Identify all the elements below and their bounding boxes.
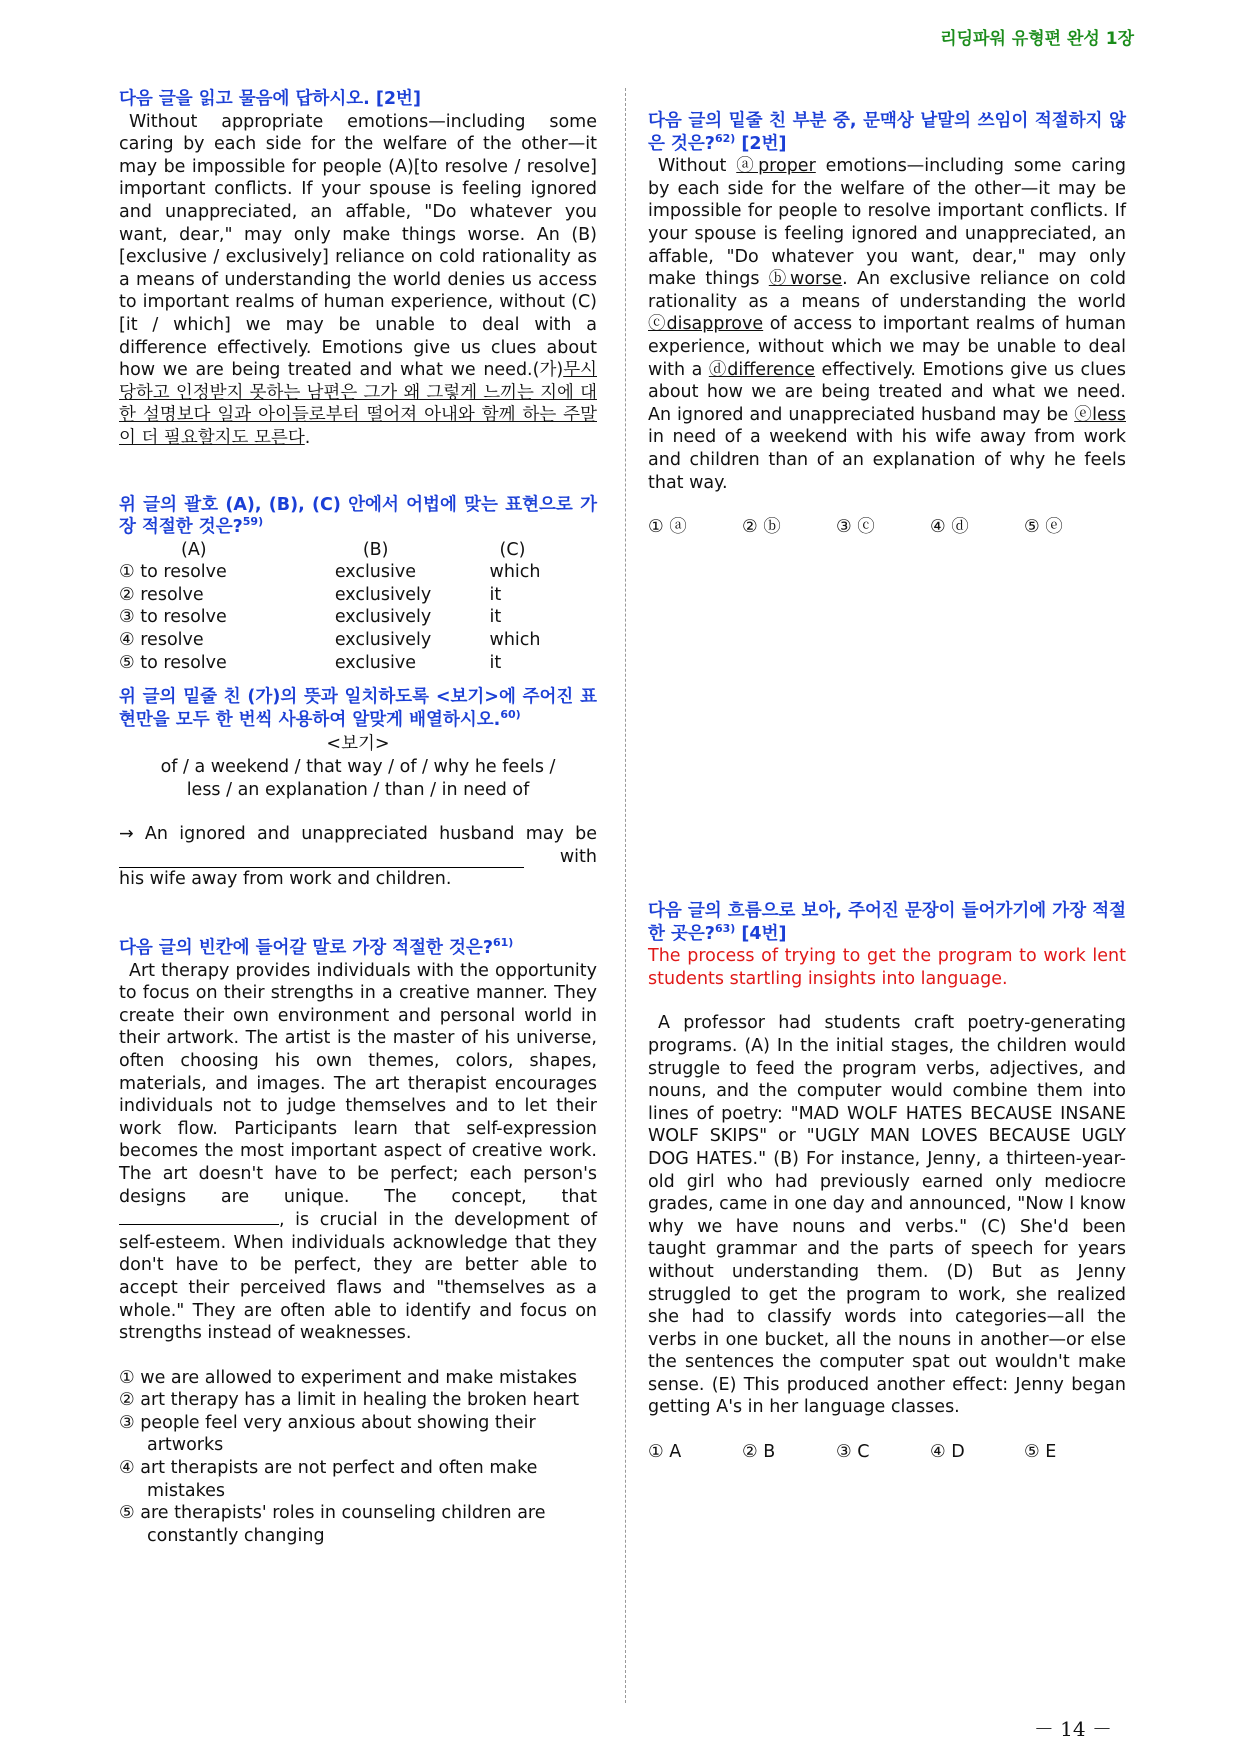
q1-passage: [119, 111, 597, 450]
q61-option-3[interactable]: ③ people feel very anxious about showing their artworks: [119, 1412, 536, 1456]
q62-text-1: Without: [658, 156, 737, 177]
q63-prompt-text: 다음 글의 흐름으로 보아, 주어진 문장이 들어가기에 가장 적절한 곳은?: [648, 901, 1127, 944]
q62-text-3: . An exclusive reliance on cold rationality as a means of understanding the world: [648, 269, 1127, 312]
q59-options-table: [119, 539, 597, 675]
q1-ga-marker: (가): [532, 360, 564, 381]
q61-passage: [119, 960, 597, 1345]
q62-text-4: of access to important realms of human experience, without which we may be unable to deal with a: [648, 314, 1127, 380]
q1-instruction: 다음 글을 읽고 물음에 답하시오. [2번]: [119, 89, 421, 109]
q59-option-2-a[interactable]: ② resolve: [119, 584, 204, 605]
q59-option-row[interactable]: [119, 629, 597, 652]
page-header-title: 리딩파워 유형편 완성 1장: [940, 29, 1134, 49]
q62-option-2[interactable]: ② ⓑ: [742, 517, 781, 538]
q59-option-2-c: it: [489, 584, 502, 605]
q59-option-4-a[interactable]: ④ resolve: [119, 630, 204, 651]
q59-option-5-c: it: [489, 652, 502, 673]
q61-passage-part-2: , is crucial in the development of self-esteem. When individuals acknowledge that they don't have to be perfect, they are better able to accept their perceived flaws and "themselves as a whole." They are often able to identify and focus on strengths instead of weaknesses.: [119, 1210, 597, 1344]
q62-text-5: effectively. Emotions give us clues about how we are being treated and what we need. An ignored and unappreciated husband may be: [648, 359, 1126, 425]
q62-prompt: [648, 110, 1126, 155]
q61-option-1[interactable]: ① we are allowed to experiment and make mistakes: [119, 1367, 577, 1388]
q61-option-2[interactable]: ② art therapy has a limit in healing the broken heart: [119, 1390, 580, 1411]
page-number: － 14 －: [1033, 1717, 1112, 1741]
q63-block: [648, 900, 1126, 1464]
q59-option-1-c: which: [489, 562, 541, 583]
q59-option-row[interactable]: [119, 584, 597, 607]
q59-option-row[interactable]: [119, 652, 597, 675]
q62-tag: [2번]: [735, 133, 787, 154]
q59-option-row[interactable]: [119, 606, 597, 629]
q61-blank[interactable]: [119, 1208, 279, 1225]
q59-option-4-c: which: [489, 630, 541, 651]
q63-option-3[interactable]: ③ C: [836, 1442, 870, 1463]
q59-header-b: (B): [362, 539, 389, 560]
q62-text-2: emotions—including some caring by each side for the welfare of the other—it may be impossible for people to resolve important conflicts. If your spouse is feeling ignored and unappreciated, an affable, "Do whatever you want, dear," may only make things: [648, 156, 1126, 290]
q60-bogi-line-1: of / a weekend / that way / of / why he feels /: [160, 757, 556, 778]
q59-option-3-c: it: [489, 607, 502, 628]
q62-option-5[interactable]: ⑤ ⓔ: [1024, 517, 1063, 538]
q59-header-c: (C): [499, 539, 526, 560]
q1-period: .: [304, 427, 311, 448]
q59-option-5-b: exclusive: [334, 652, 416, 673]
right-column: [648, 110, 1127, 1463]
q61-option-4[interactable]: ④ art therapists are not perfect and often make mistakes: [119, 1458, 538, 1501]
q62-option-3[interactable]: ③ ⓒ: [836, 517, 875, 538]
q1-underlined-korean: 무시당하고 인정받지 못하는 남편은 그가 왜 그렇게 느끼는 지에 대한 설명보다 일과 아이들로부터 떨어져 아내와 함께 하는 주말이 더 필요할지도 모른다: [119, 360, 597, 448]
column-divider: [625, 88, 626, 1703]
q62-marked-c: ⓒdisapprove: [648, 314, 764, 335]
q60-bogi-title: <보기>: [326, 734, 390, 755]
q63-option-4[interactable]: ④ D: [930, 1442, 965, 1463]
q63-option-1[interactable]: ① A: [648, 1442, 682, 1463]
q60-answer-with: with: [559, 846, 597, 867]
q63-passage: A professor had students craft poetry-generating programs. (A) In the initial stages, the children would struggle to feed the program verbs, adjectives, and nouns, and the computer would combine them into lines of poetry: "MAD WOLF HATES BECAUSE INSANE WOLF SKIPS" or "UGLY MAN LOVES BECAUSE UGLY DOG HATES." (B) For instance, Jenny, a thirteen-year-old girl who had previously earned only mediocre grades, came in one day and announced, "Now I know why we have nouns and verbs." (C) She'd been taught grammar and the parts of speech for years without understanding them. (D) But as Jenny struggled to get the program to work, she realized she had to classify words into categories—all the verbs in one bucket, all the nouns in another—or else the sentences the computer spat out wouldn't make sense. (E) This produced another effect: Jenny began getting A's in her language classes.: [648, 1013, 1126, 1418]
q63-option-5[interactable]: ⑤ E: [1024, 1442, 1057, 1463]
q60-number: 60): [500, 708, 521, 722]
q62-marked-d: ⓓdifference: [708, 359, 816, 380]
q63-option-2[interactable]: ② B: [742, 1442, 776, 1463]
q60-answer-blank[interactable]: [119, 849, 524, 868]
q62-options: [648, 516, 1126, 539]
q60-prompt: [119, 686, 597, 731]
q63-prompt: [648, 900, 1126, 945]
q59-prompt-text: 위 글의 괄호 (A), (B), (C) 안에서 어법에 맞는 표현으로 가장 적절한 것은?: [119, 494, 597, 538]
q63-options: [648, 1441, 1126, 1464]
q61-option-5[interactable]: ⑤ are therapists' roles in counseling children are constantly changing: [119, 1503, 546, 1546]
q62-prompt-text: 다음 글의 밑줄 친 부분 중, 문맥상 낱말의 쓰임이 적절하지 않은 것은?: [648, 111, 1126, 154]
q59-option-4-b: exclusively: [334, 630, 432, 651]
q59-option-row[interactable]: [119, 561, 597, 584]
q59-option-2-b: exclusively: [334, 584, 432, 605]
q59-option-1-a[interactable]: ① to resolve: [119, 562, 227, 583]
left-column: [119, 88, 597, 1547]
q59-option-5-a[interactable]: ⑤ to resolve: [119, 652, 227, 673]
q62-marked-b: ⓑworse: [768, 269, 843, 290]
q62-marked-a: ⓐproper: [736, 156, 816, 177]
q59-number: 59): [242, 515, 264, 529]
q62-option-1[interactable]: ① ⓐ: [648, 517, 687, 538]
q60-answer-end: his wife away from work and children.: [119, 869, 452, 890]
q59-prompt: [119, 494, 597, 539]
q61-number: 61): [493, 936, 514, 950]
q1-passage-text: Without appropriate emotions—including some caring by each side for the welfare of the other—it may be impossible for people (A)[to resolve / resolve] important conflicts. If your spouse is feeling ignored and unappreciated, an affable, "Do whatever you want, dear," may only make things worse. An (B)[exclusive / exclusively] reliance on cold rationality as a means of understanding the world denies us access to important realms of human experience, without (C)[it / which] we may be unable to deal with a difference effectively. Emotions give us clues about how we are being treated and what we need.: [119, 111, 597, 381]
q59-option-1-b: exclusive: [334, 562, 416, 583]
q61-prompt-text: 다음 글의 빈칸에 들어갈 말로 가장 적절한 것은?: [119, 938, 493, 958]
q59-option-3-a[interactable]: ③ to resolve: [119, 607, 227, 628]
q62-passage: [648, 155, 1126, 494]
q63-number: 63): [714, 921, 736, 935]
q63-given-sentence: The process of trying to get the program to work lent students startling insights into language.: [648, 946, 1126, 989]
q60-answer-line: [119, 846, 597, 869]
q59-header-a: (A): [181, 539, 207, 560]
q61-prompt: [119, 937, 597, 960]
q60-prompt-text: 위 글의 밑줄 친 (가)의 뜻과 일치하도록 <보기>에 주어진 표현만을 모두 한 번씩 사용하여 알맞게 배열하시오.: [119, 687, 597, 730]
q60-bogi-line-2: less / an explanation / than / in need of: [186, 779, 530, 800]
q62-number: 62): [714, 131, 736, 145]
q62-marked-e: ⓔless: [1074, 404, 1126, 425]
q60-answer-start: → An ignored and unappreciated husband may be: [119, 824, 597, 845]
q61-passage-part-1: Art therapy provides individuals with the opportunity to focus on their strengths in a creative manner. They create their own environment and personal world in their artwork. The artist is the master of his universe, often choosing his own themes, colors, shapes, materials, and images. The art therapist encourages individuals not to judge themselves and to let their work flow. Participants learn that self-expression becomes the most important aspect of creative work. The art doesn't have to be perfect; each person's designs are unique. The concept, that: [119, 960, 597, 1207]
q63-tag: [4번]: [735, 923, 787, 944]
q62-text-6: in need of a weekend with his wife away from work and children than of an explanation of why he feels that way.: [648, 427, 1126, 493]
q59-option-3-b: exclusively: [334, 607, 432, 628]
q62-option-4[interactable]: ④ ⓓ: [930, 517, 969, 538]
